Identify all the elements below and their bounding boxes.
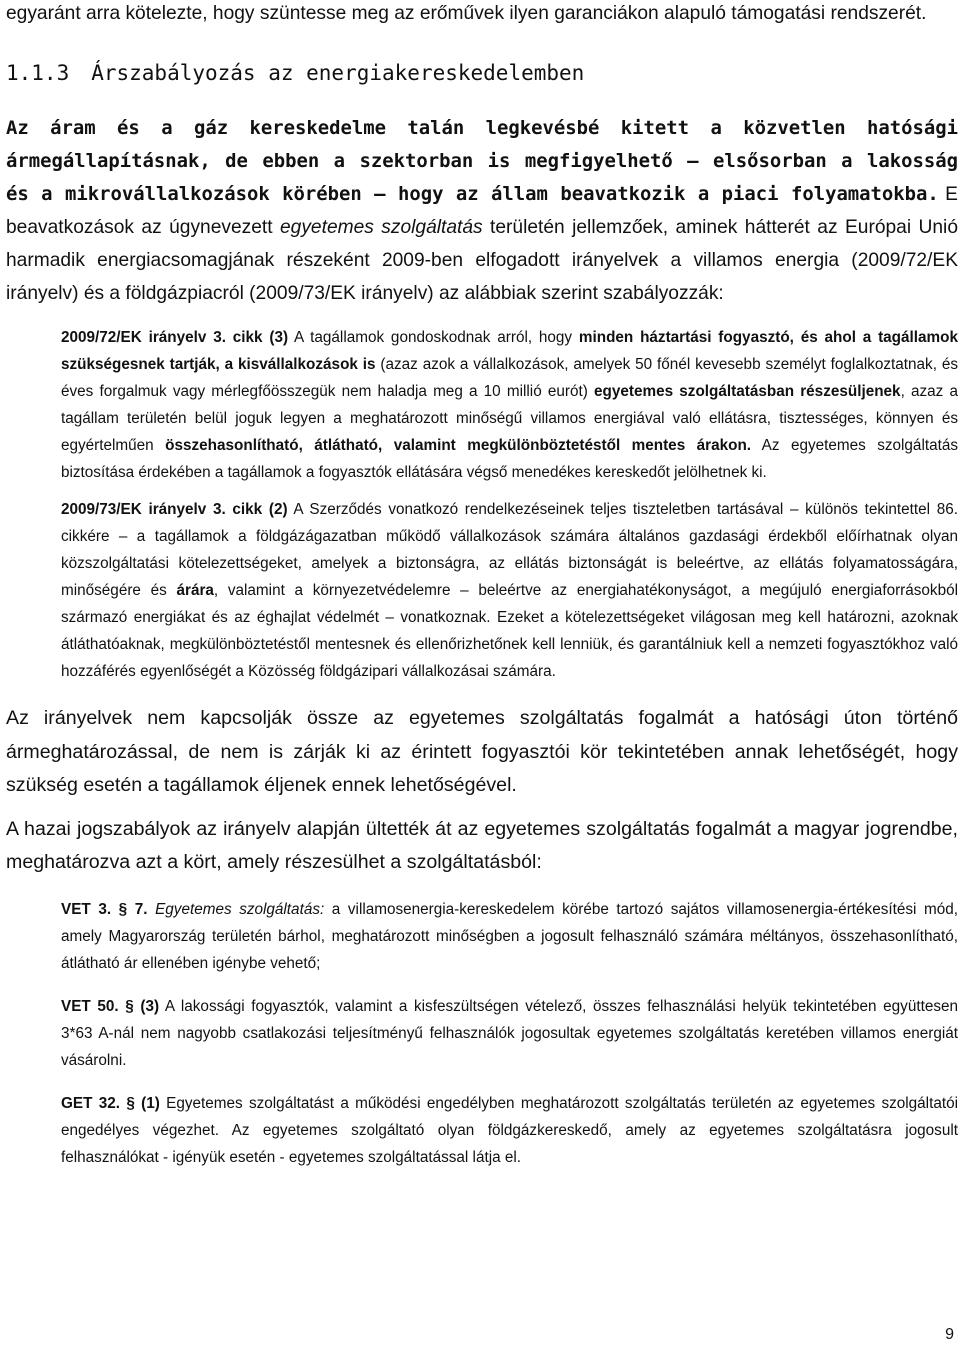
quote-vet-50-3 xyxy=(61,993,958,1074)
quote-reference: GET 32. § (1) xyxy=(61,1094,160,1112)
paragraph-text: E beavatkozások az úgynevezett xyxy=(6,184,958,238)
quote-text: A lakossági fogyasztók, valamint a kisfeszültségen vételező, összes felhasználási helyük tekintetében együttesen 3*63 A-nál nem nagyobb csatlakozási teljesítményű felhasználók jogosultak egyetemes szolgáltatás keretében villamos energiát vásárolni. xyxy=(61,997,959,1069)
quote-reference: 2009/72/EK irányelv 3. cikk (3) xyxy=(61,329,289,346)
quote-text: A Szerződés vonatkozó rendelkezéseinek teljes tiszteletben tartásával – különös tekintettel 86. cikkére – a tagállamok a földgázágazatban működő vállalkozások számára általános gazdasági érdekből előírhatnak olyan közszolgáltatási kötelezettségeket, amelyek a biztonságra, az ellátás biztonságát is beleértve, az ellátás folyamatosságára, minőségére és xyxy=(61,501,958,599)
quote-directive-2009-73 xyxy=(61,496,958,685)
quote-text: a villamosenergia-kereskedelem körébe tartozó sajátos villamosenergia-értékesítési mód, amely Magyarország területén bárhol, meghatározott minőségben a jogosult felhasználó számára méltányos, összehasonlítható, átlátható ár ellenében igénybe vehető; xyxy=(61,900,958,972)
quote-text: Egyetemes szolgáltatást a működési engedélyben meghatározott szolgáltatás területén az egyetemes szolgáltatói engedélyes végezhet. Az egyetemes szolgáltató olyan földgázkereskedő, amely az egyetemes szolgáltatásra jogosult felhasználókat - igényük esetén - egyetemes szolgáltatással látja el. xyxy=(61,1094,958,1166)
section-heading xyxy=(6,57,958,90)
quote-text: A tagállamok gondoskodnak arról, hogy xyxy=(288,329,579,346)
paragraph-bold-lead: Az áram és a gáz kereskedelme talán legkevésbé kitett a közvetlen hatósági ármegállapításnak, de ebben a szektorban is megfigyelhető – elsősorban a lakosság és a mikrovállalkozások körében – hogy az állam beavatkozik a piaci folyamatokba. xyxy=(6,117,958,205)
quote-reference: VET 50. § (3) xyxy=(61,997,160,1015)
quote-text: Az egyetemes szolgáltatás biztosítása érdekében a tagállamok a fogyasztók ellátására végső menedékes kereskedőt jelölhetnek ki. xyxy=(61,437,959,481)
intro-continuation: egyaránt arra kötelezte, hogy szüntesse meg az erőművek ilyen garanciákon alapuló támogatási rendszerét. xyxy=(6,3,927,24)
quote-reference: 2009/73/EK irányelv 3. cikk (2) xyxy=(61,501,288,518)
quote-emphasis: minden háztartási fogyasztó, és ahol a tagállamok szükségesnek tartják, a kisvállalkozások is xyxy=(61,329,958,373)
quote-text: (azaz azok a vállalkozások, amelyek 50 főnél kevesebb személyt foglalkoztatnak, és éves forgalmuk vagy mérlegfőösszegük nem haladja meg a 10 millió eurót) xyxy=(61,356,958,400)
quote-text: , azaz a tagállam területén belül joguk legyen a meghatározott minőségű villamos energiával való ellátásra, tisztességes, könnyen és egyértelműen xyxy=(61,383,958,454)
paragraph-italic-term: egyetemes szolgáltatás xyxy=(280,217,483,238)
page-number: 9 xyxy=(945,1326,954,1343)
quote-emphasis: összehasonlítható, átlátható, valamint megkülönböztetéstől mentes árakon. xyxy=(165,437,752,454)
section-title: Árszabályozás az energiakereskedelemben xyxy=(91,61,585,85)
quote-vet-3-7 xyxy=(61,896,958,977)
quote-text: , valamint a környezetvédelemre – beleértve az energiahatékonyságot, a megújuló energiaforrásokból származó energiákat és az éghajlat védelmét – vonatkoznak. Ezeket a kötelezettségeket világosan meg kell határozni, azoknak átláthatóaknak, megkülönböztetéstől mentesnek és ellenőrizhetőnek kell lenniük, és garantálniuk kell a nemzeti fogyasztókhoz való hozzáférés egyenlőségét a Közösség földgázipari vállalkozásai számára. xyxy=(61,582,958,680)
paragraph-universal-service xyxy=(6,112,958,310)
quote-reference: VET 3. § 7. xyxy=(61,900,148,918)
quote-get-32-1 xyxy=(61,1090,958,1171)
paragraph-directives-summary: Az irányelvek nem kapcsolják össze az egyetemes szolgáltatás fogalmát a hatósági úton történő ármeghatározással, de nem is zárják ki az érintett fogyasztói kör tekintetében annak lehetőségét, hogy szükség esetén a tagállamok éljenek ennek lehetőségével. xyxy=(6,707,958,796)
quote-emphasis: egyetemes szolgáltatásban részesüljenek xyxy=(594,383,901,400)
section-number: 1.1.3 xyxy=(6,61,70,85)
quote-italic-term: Egyetemes szolgáltatás: xyxy=(155,900,325,918)
quote-emphasis: árára xyxy=(176,582,214,599)
paragraph-text-end: területén jellemzőek, aminek hátterét az Európai Unió harmadik energiacsomagjának részeként 2009-ben elfogadott irányelvek a villamos energia (2009/72/EK irányelv) és a földgázpiacról (2009/73/EK irányelv) az alábbiak szerint szabályozzák: xyxy=(6,217,958,304)
quote-directive-2009-72 xyxy=(61,324,958,486)
paragraph-domestic-law: A hazai jogszabályok az irányelv alapján ültették át az egyetemes szolgáltatás fogalmát a magyar jogrendbe, meghatározva azt a kört, amely részesülhet a szolgáltatásból: xyxy=(6,817,958,873)
